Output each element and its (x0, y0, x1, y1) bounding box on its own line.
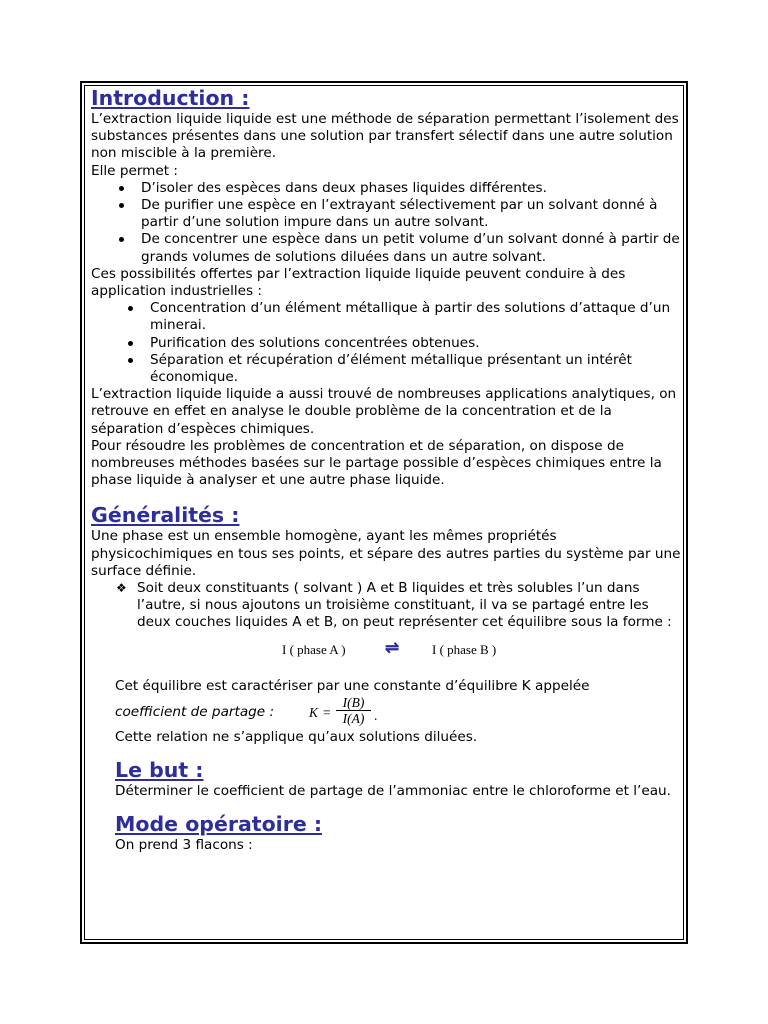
generalites-paragraph-3: Cette relation ne s’applique qu’aux solutions diluées. (115, 728, 478, 745)
diamond-bullet-icon: ❖ (116, 581, 127, 596)
list-item: Séparation et récupération d’élément métallique présentant un intérêt économique. (91, 352, 681, 386)
intro-bullet-list-1 (91, 180, 681, 266)
formula-numerator: I(B) (342, 694, 365, 710)
intro-permet-label: Elle permet : (91, 162, 179, 179)
list-item: De concentrer une espèce dans un petit volume d’un solvant donné à partir de grands volumes de solutions diluées dans un autre solvant. (91, 231, 681, 265)
generalites-paragraph-2: Cet équilibre est caractériser par une constante d’équilibre K appelée (115, 677, 590, 694)
mode-operatoire-heading: Mode opératoire : (115, 812, 323, 837)
formula-trailing-dot: . (374, 707, 378, 723)
intro-paragraph-3: L’extraction liquide liquide a aussi trouvé de nombreuses applications analytiques, on retrouve en effet en analyse le double problème de la concentration et de la séparation d’espèces chimiques. (91, 386, 677, 437)
list-item: D’isoler des espèces dans deux phases liquides différentes. (91, 180, 681, 197)
list-item: Concentration d’un élément métallique à partir des solutions d’attaque d’un minerai. (91, 300, 681, 334)
intro-paragraph-4: Pour résoudre les problèmes de concentration et de séparation, on dispose de nombreuses méthodes basées sur le partage possible d’espèces chimiques entre la phase liquide à analyser et une autre phase liquide. (91, 437, 662, 489)
coefficient-label: coefficient de partage : (115, 703, 275, 720)
coefficient-line (91, 695, 681, 729)
intro-bullet-list-2 (91, 300, 681, 386)
formula-denominator: I(A) (342, 710, 365, 726)
intro-paragraph-2: Ces possibilités offertes par l’extraction liquide liquide peuvent conduire à des application industrielles : (91, 265, 626, 300)
but-heading: Le but : (115, 758, 204, 783)
formula-equals: = (323, 704, 331, 720)
but-paragraph: Déterminer le coefficient de partage de l’ammoniac entre le chloroforme et l’eau. (115, 783, 671, 800)
list-item (91, 580, 681, 632)
list-item: Purification des solutions concentrées obtenues. (91, 335, 681, 352)
generalites-heading: Généralités : (91, 503, 240, 528)
formula-k: K (309, 704, 319, 720)
intro-paragraph-1: L’extraction liquide liquide est une méthode de séparation permettant l’isolement des substances présentes dans une solution par transfert sélectif dans une autre solution non miscible à la première. (91, 111, 679, 162)
equilibrium-equation (91, 635, 681, 665)
equation-left: I ( phase A ) (282, 641, 346, 657)
document-body (91, 85, 681, 855)
generalites-paragraph-1: Une phase est un ensemble homogène, ayant les mêmes propriétés physicochimiques en tous ses points, et sépare des autres parties du système par une surface définie. (91, 528, 681, 579)
equilibrium-arrow-icon: ⇌ (385, 637, 400, 657)
diamond-item-text: Soit deux constituants ( solvant ) A et B liquides et très solubles l’un dans l’autre, si nous ajoutons un troisième constituant, il va se partagé entre les deux couches liquides A et B, on peut représenter cet équilibre sous la forme : (137, 580, 672, 631)
equation-right: I ( phase B ) (432, 641, 497, 657)
formula-fraction (336, 695, 371, 726)
list-item: De purifier une espèce en l’extrayant sélectivement par un solvant donné à partir d’une solution impure dans un autre solvant. (91, 197, 681, 231)
introduction-heading: Introduction : (91, 86, 250, 110)
mode-operatoire-paragraph: On prend 3 flacons : (115, 837, 253, 854)
generalites-diamond-list (91, 580, 681, 632)
